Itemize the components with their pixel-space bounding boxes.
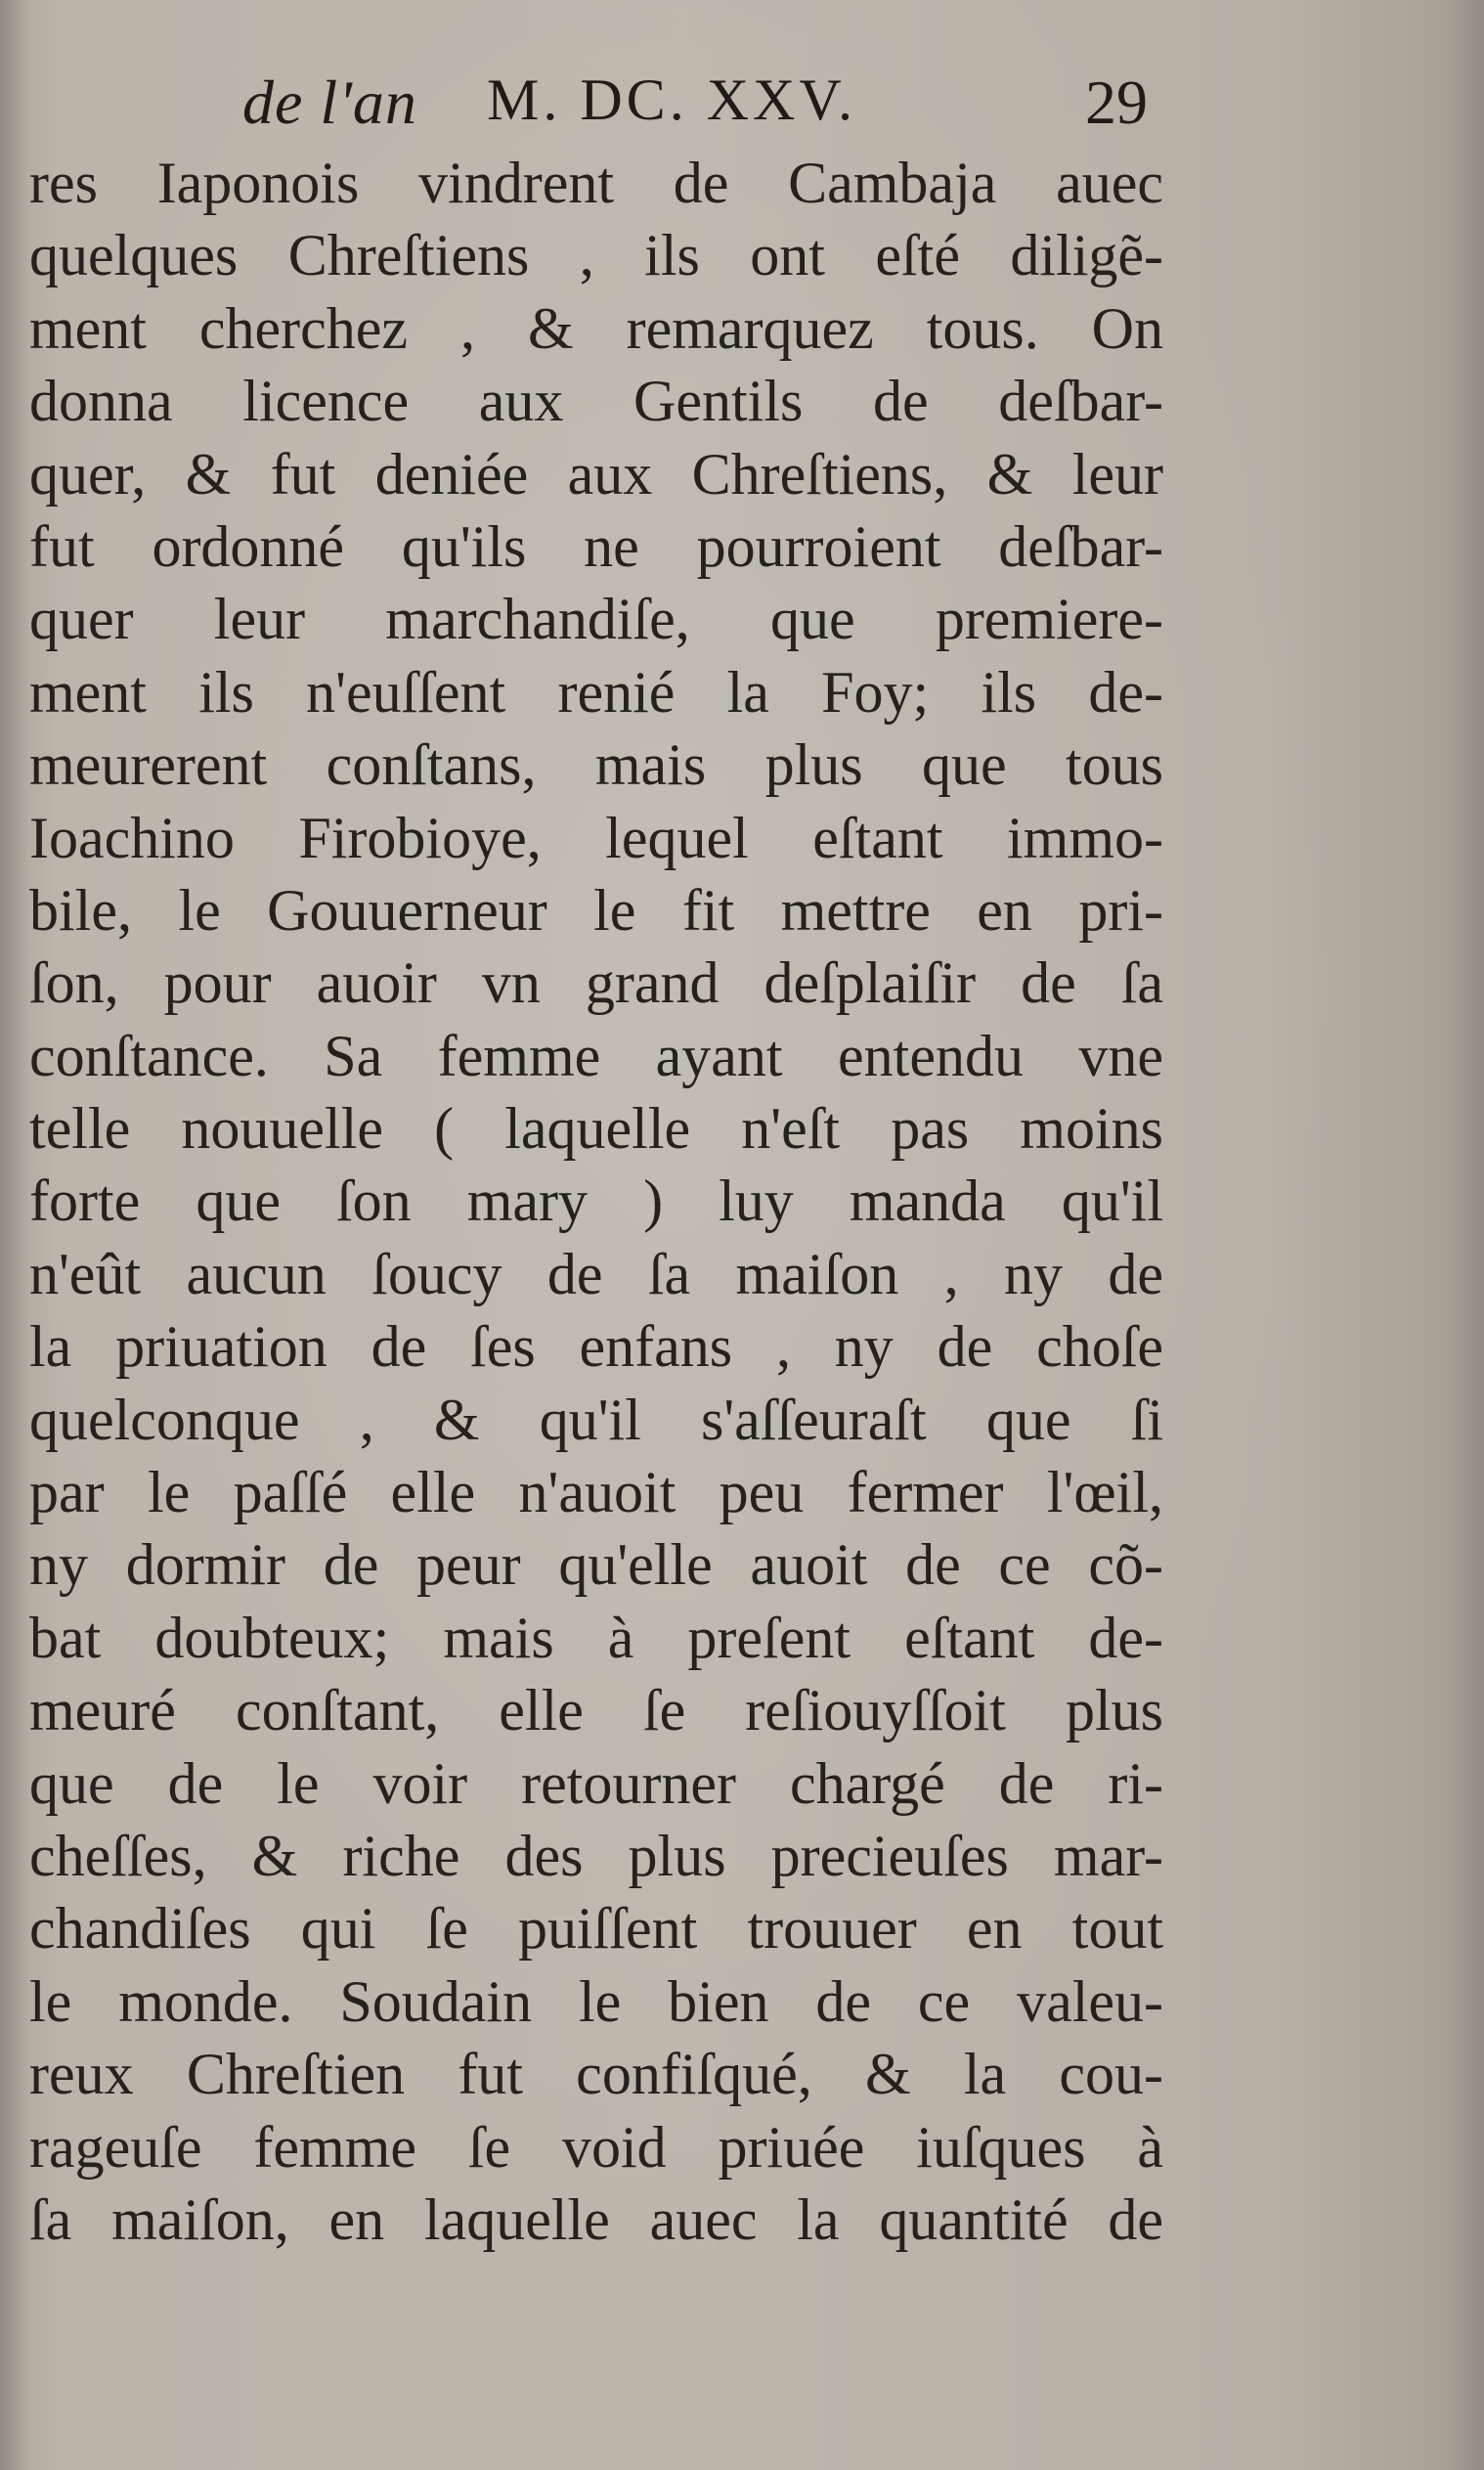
text-line: que de le voir retourner chargé de ri- — [29, 1750, 1163, 1816]
text-line: meuré conſtant, elle ſe reſiouyſſoit plus — [29, 1678, 1163, 1743]
text-line: ment cherchez , & remarquez tous. On — [29, 295, 1163, 361]
text-line: forte que ſon mary ) luy manda qu'il — [29, 1169, 1163, 1234]
header-year: M. DC. XXV. — [487, 67, 856, 132]
text-line: fut ordonné qu'ils ne pourroient deſbar- — [29, 513, 1163, 579]
text-line: ſa maiſon, en laquelle auec la quantité de — [29, 2186, 1163, 2252]
text-line: res Iaponois vindrent de Cambaja auec — [29, 151, 1163, 215]
page-number: 29 — [1085, 67, 1148, 137]
text-line: ment ils n'euſſent renié la Foy; ils de- — [29, 659, 1163, 725]
text-line: quelques Chreſtiens , ils ont eſté diligẽ- — [29, 223, 1163, 288]
text-line: ſon, pour auoir vn grand deſplaiſir de ſa — [29, 950, 1163, 1016]
text-line: quer, & fut deniée aux Chreſtiens, & leur — [29, 441, 1163, 507]
text-line: conſtance. Sa femme ayant entendu vne — [29, 1023, 1163, 1088]
text-line: Ioachino Firobioye, lequel eſtant immo- — [29, 805, 1163, 870]
running-header — [0, 66, 1484, 154]
text-line: quelconque , & qu'il s'aſſeuraſt que ſi — [29, 1387, 1163, 1452]
text-line: la priuation de ſes enfans , ny de choſe — [29, 1314, 1163, 1380]
text-line: reux Chreſtien fut confiſqué, & la cou- — [29, 2042, 1163, 2107]
text-line: donna licence aux Gentils de deſbar- — [29, 369, 1163, 434]
text-line: ny dormir de peur qu'elle auoit de ce cõ- — [29, 1532, 1163, 1598]
text-line: n'eût aucun ſoucy de ſa maiſon , ny de — [29, 1241, 1163, 1306]
text-line: cheſſes, & riche des plus precieuſes mar- — [29, 1823, 1163, 1888]
text-line: rageuſe femme ſe void priuée iuſques à — [29, 2114, 1163, 2180]
text-line: bile, le Gouuerneur le fit mettre en pri- — [29, 877, 1163, 943]
text-line: bat doubteux; mais à preſent eſtant de- — [29, 1605, 1163, 1670]
page-edge-shadow — [1445, 0, 1484, 2470]
text-line: meurerent conſtans, mais plus que tous — [29, 732, 1163, 798]
text-line: le monde. Soudain le bien de ce valeu- — [29, 1968, 1163, 2034]
text-line: quer leur marchandiſe, que premiere- — [29, 587, 1163, 652]
text-line: telle nouuelle ( laquelle n'eſt pas moins — [29, 1096, 1163, 1162]
text-line: par le paſſé elle n'auoit peu fermer l'œil, — [29, 1460, 1163, 1525]
body-text — [29, 147, 1163, 2256]
running-title: de l'an — [242, 67, 417, 137]
text-line: chandiſes qui ſe puiſſent trouuer en tout — [29, 1896, 1163, 1962]
